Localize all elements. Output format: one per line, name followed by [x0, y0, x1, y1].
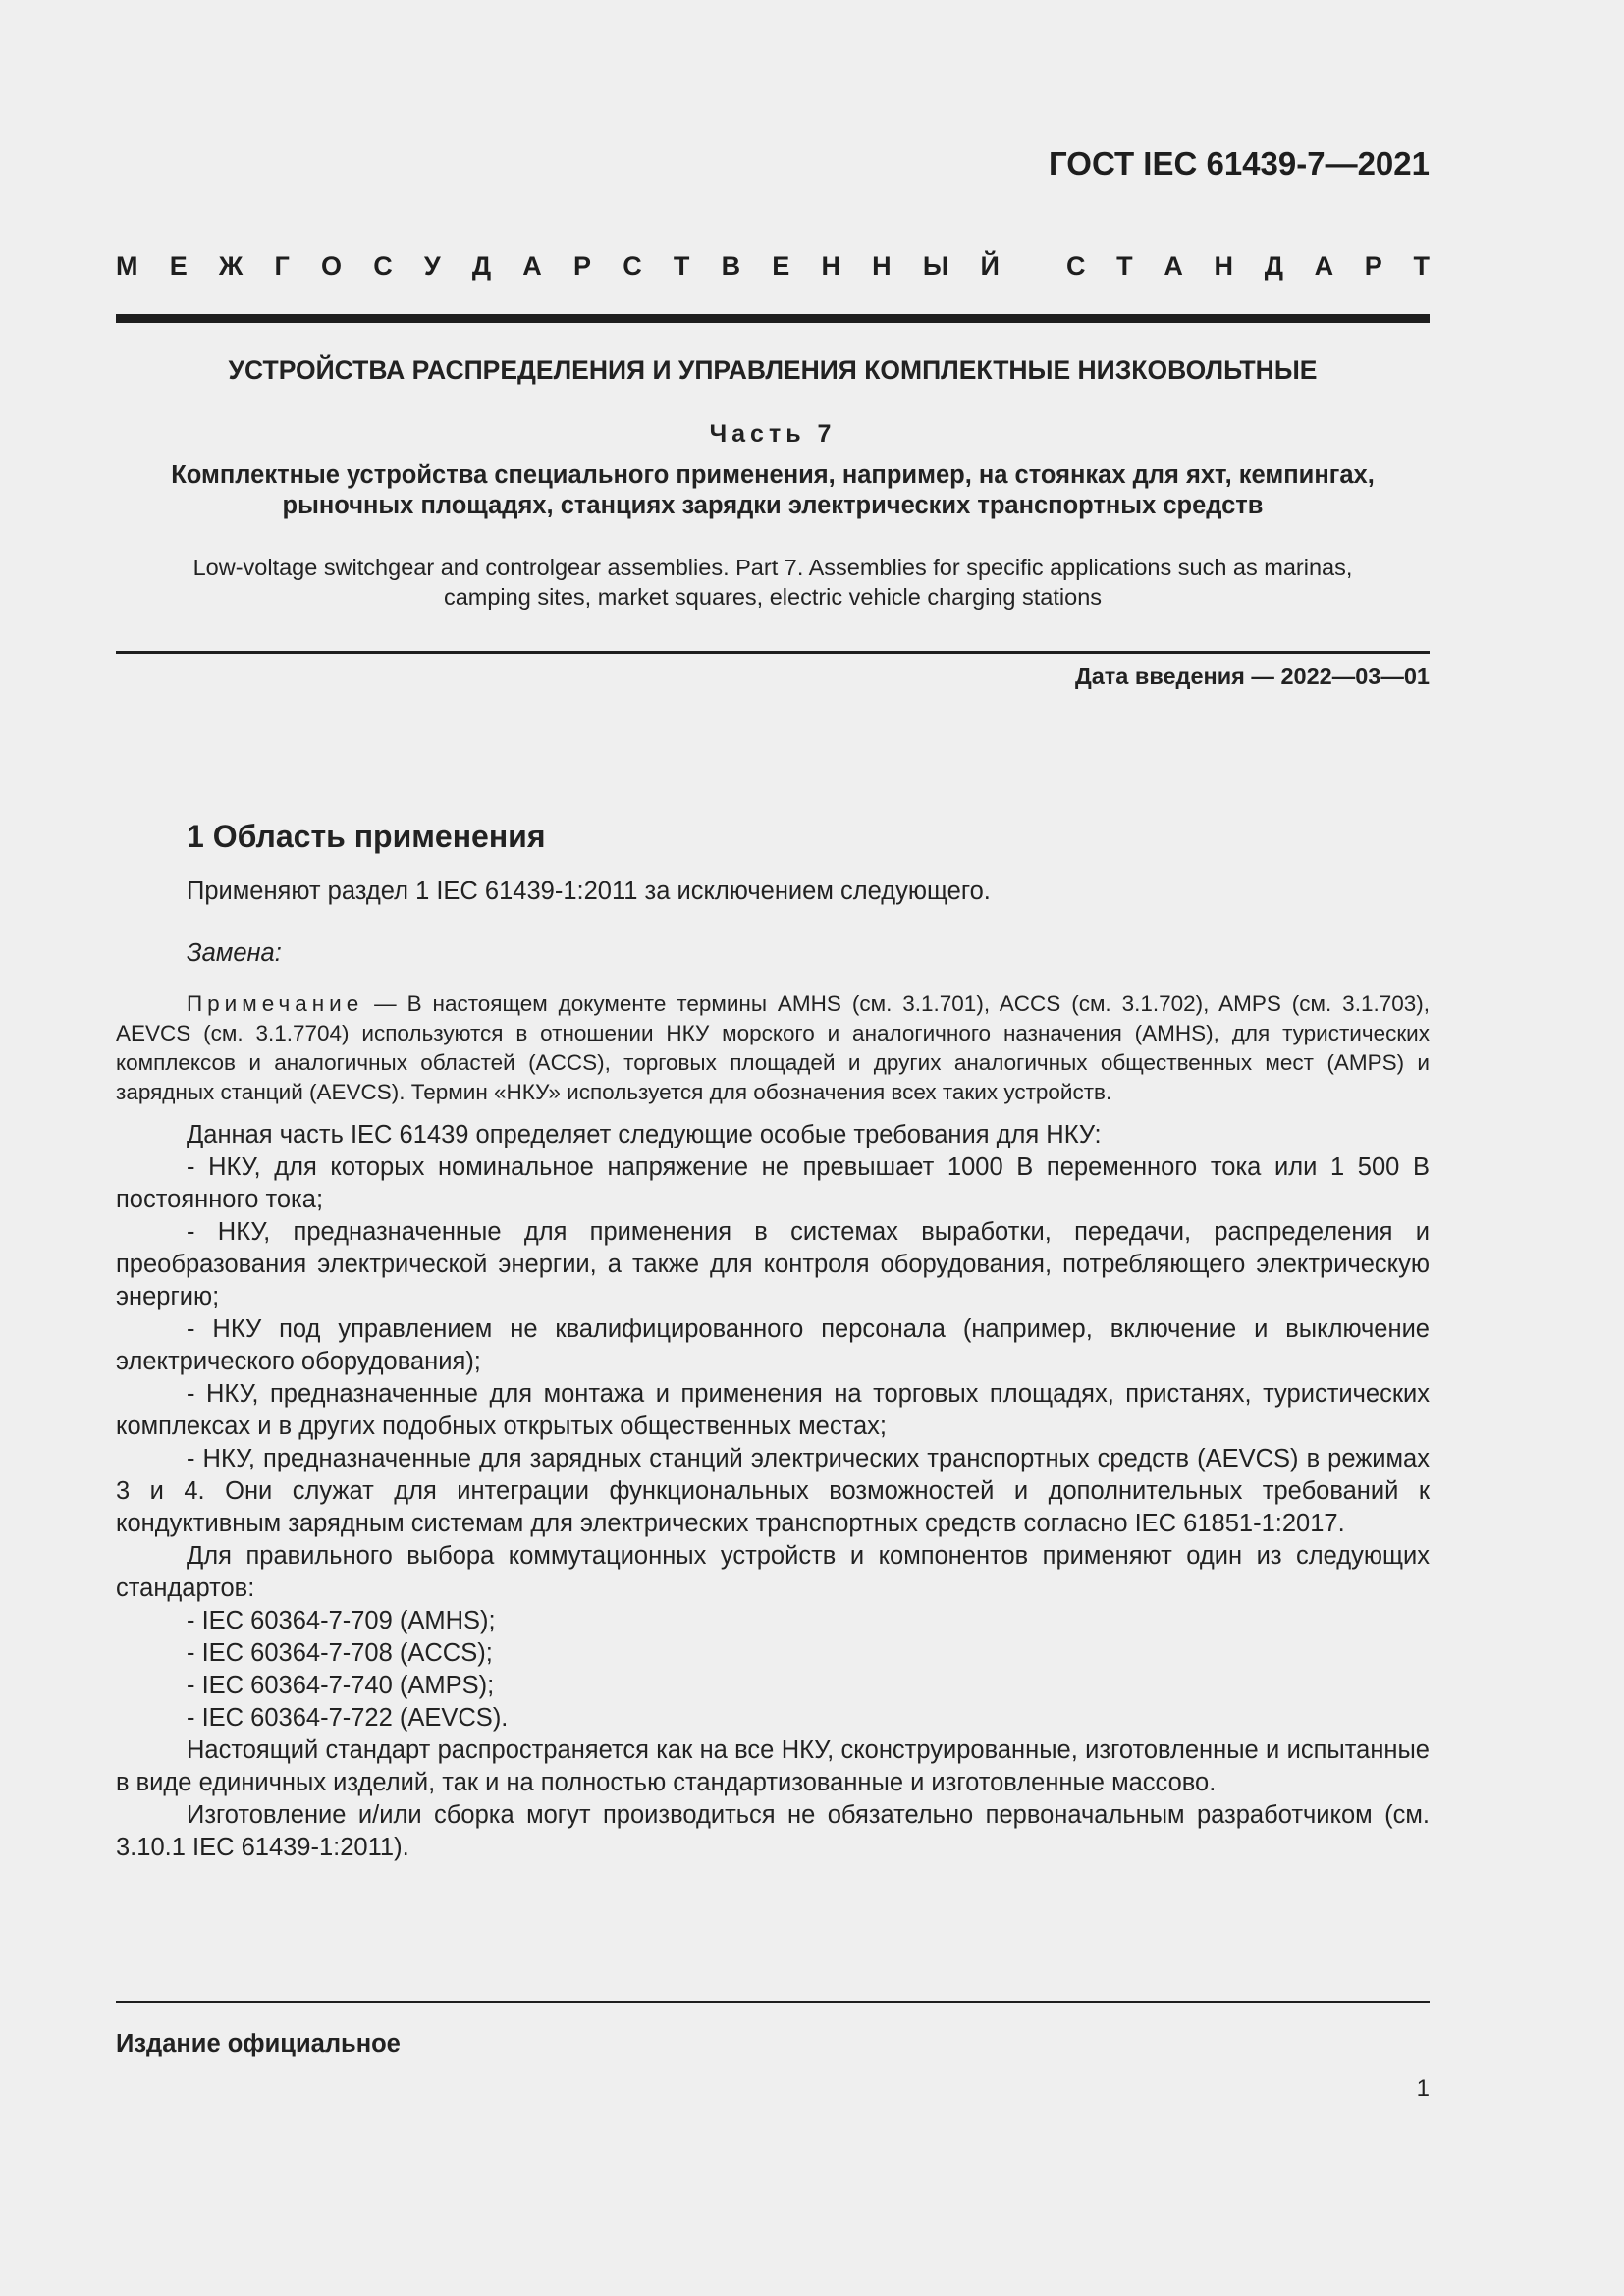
introduction-date: Дата введения — 2022—03—01	[1074, 664, 1430, 689]
note-text: — В настоящем документе термины AMHS (см. 3.1.701), ACCS (см. 3.1.702), AMPS (см. 3.1.703), AEVCS (см. 3.1.7704) используются в отношении НКУ морского и аналогичного назначения (AMHS), для туристических комплексов и аналогичных областей (ACCS), торговых площадей и других аналогичных общественных мест (AMPS) и зарядных станций (AEVCS). Термин «НКУ» используется для обозначения всех таких устройств.	[116, 991, 1430, 1104]
standard-type-heading	[116, 251, 1430, 282]
standard-word-standard: С Т А Н Д А Р Т	[1066, 251, 1430, 281]
section-heading: 1 Область применения	[187, 819, 546, 854]
standard-list-item: - IEC 60364-7-709 (AMHS);	[187, 1607, 496, 1634]
replacement-label: Замена:	[187, 939, 282, 967]
footer-divider	[116, 2001, 1430, 2003]
standard-list-item: - IEC 60364-7-722 (AEVCS).	[187, 1704, 509, 1732]
page-number: 1	[1416, 2075, 1430, 2102]
paragraph: Данная часть IEC 61439 определяет следующие особые требования для НКУ:	[187, 1121, 1102, 1148]
thick-divider	[116, 314, 1430, 323]
standard-list-item: - IEC 60364-7-740 (AMPS);	[187, 1672, 495, 1699]
document-subtitle: Комплектные устройства специального применения, например, на стоянках для яхт, кемпингах, рыночных площадях, станциях зарядки электрических транспортных средств	[171, 461, 1375, 519]
section-body	[116, 876, 1430, 1864]
list-item: - НКУ, предназначенные для монтажа и применения на торговых площадях, пристанях, туристических комплексах и в других подобных открытых общественных местах;	[116, 1380, 1430, 1440]
standard-list-item: - IEC 60364-7-708 (ACCS);	[187, 1639, 493, 1667]
note	[116, 989, 1430, 1107]
document-title: УСТРОЙСТВА РАСПРЕДЕЛЕНИЯ И УПРАВЛЕНИЯ КОМПЛЕКТНЫЕ НИЗКОВОЛЬТНЫЕ	[228, 355, 1318, 385]
part-number: Часть 7	[709, 420, 837, 448]
list-item: - НКУ, предназначенные для зарядных станций электрических транспортных средств (AEVCS) в режимах 3 и 4. Они служат для интеграции функциональных возможностей и дополнительных требований к кондуктивным зарядным системам для электрических транспортных средств согласно IEC 61851-1:2017.	[116, 1445, 1430, 1537]
note-label: Примечание	[187, 991, 364, 1016]
standard-word-interstate: М Е Ж Г О С У Д А Р С Т В Е Н Н Ы Й	[116, 251, 1000, 281]
edition-label: Издание официальное	[116, 2030, 401, 2057]
section-intro: Применяют раздел 1 IEC 61439-1:2011 за исключением следующего.	[187, 878, 991, 905]
title-divider	[116, 651, 1430, 654]
paragraph: Для правильного выбора коммутационных устройств и компонентов применяют один из следующих стандартов:	[116, 1542, 1430, 1602]
document-code: ГОСТ IEC 61439-7—2021	[1049, 145, 1430, 182]
list-item: - НКУ, для которых номинальное напряжение не превышает 1000 В переменного тока или 1 500 В постоянного тока;	[116, 1153, 1430, 1213]
paragraph: Изготовление и/или сборка могут производиться не обязательно первоначальным разработчиком (см. 3.10.1 IEC 61439-1:2011).	[116, 1801, 1430, 1861]
list-item: - НКУ под управлением не квалифицированного персонала (например, включение и выключение электрического оборудования);	[116, 1315, 1430, 1375]
list-item: - НКУ, предназначенные для применения в системах выработки, передачи, распределения и преобразования электрической энергии, а также для контроля оборудования, потребляющего электрическую энергию;	[116, 1218, 1430, 1310]
english-title: Low-voltage switchgear and controlgear assemblies. Part 7. Assemblies for specific applications such as marinas, camping sites, market squares, electric vehicle charging stations	[192, 555, 1353, 610]
paragraph: Настоящий стандарт распространяется как на все НКУ, сконструированные, изготовленные и испытанные в виде единичных изделий, так и на полностью стандартизованные и изготовленные массово.	[116, 1736, 1430, 1796]
